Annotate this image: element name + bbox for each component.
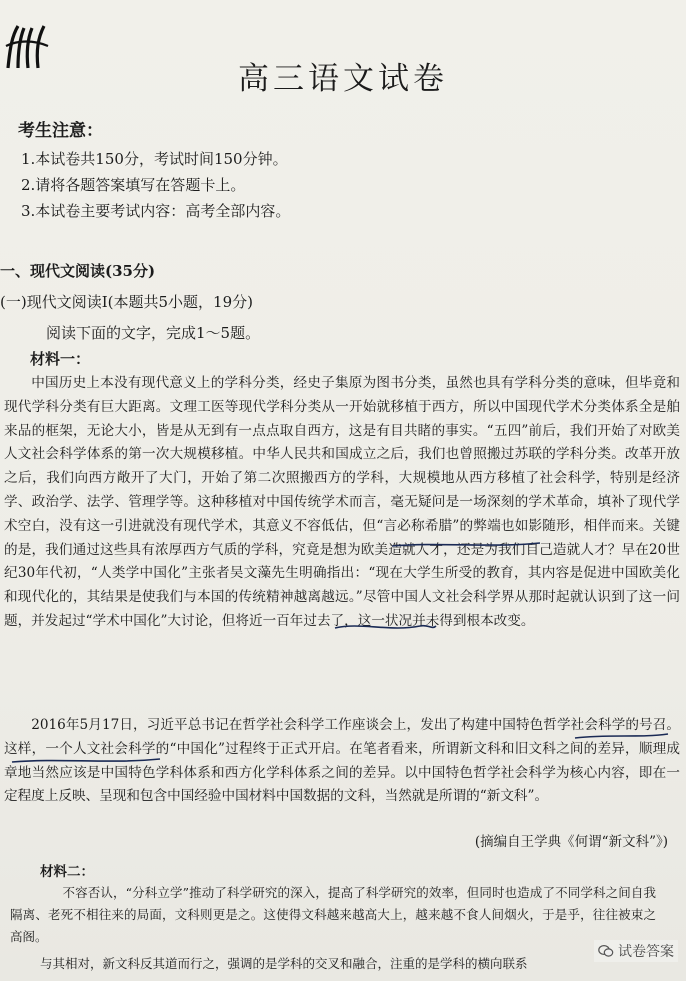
- source-citation: (摘编自王学典《何谓“新文科”》): [474, 834, 668, 850]
- notice-item: 3.本试卷主要考试内容：高考全部内容。: [21, 202, 291, 220]
- paragraph: 2016年5月17日，习近平总书记在哲学社会科学工作座谈会上，发出了构建中国特色哲学社会科学的号召。这样，一个人文社会科学的“中国化”过程终于正式开启。在笔者看来，所谓新文科和旧文科之间的差异，顺理成章地当然应该是中国特色学科体系和西方化学科体系之间的差异。以中国特色哲学社会科学为核心内容，即在一定程度上反映、呈现和包含中国经验中国材料中国数据的文科，当然就是所谓的“新文科”。: [4, 717, 680, 805]
- paragraph: 中国历史上本没有现代意义上的学科分类，经史子集原为图书分类，虽然也具有学科分类的意味，但毕竟和现代学科分类有巨大距离。文理工医等现代学科分类从一开始就移植于西方，所以中国现代学术分类体系全是舶来品的框架，无论大小，皆是从无到有一点点取自西方，这是有目共睹的事实。“五四”前后，我们开始了对欧美人文社会科学体系的第一次大规模移植。中华人民共和国成立之后，我们也曾照搬过苏联的学科分类。改革开放之后，我们向西方敞开了大门，开始了第二次照搬西方的学科，大规模地从西方移植了社会科学，特别是经济学、政治学、法学、管理学等。这种移植对中国传统学术而言，毫无疑问是一场深刻的学术革命，填补了现代学术空白，没有这一引进就没有现代学术，其意义不容低估，但“言必称希腊”的弊端也如影随形，相伴而来。关键的是，我们通过这些具有浓厚西方气质的学科，究竟是想为欧美造就人才，还是为我们自己造就人才？早在20世纪30年代初，“人类学中国化”主张者吴文藻先生明确指出：“现在大学生所受的教育，其内容是促进中国欧美化和现代化的，其结果是使我们与本国的传统精神越离越远。”尽管中国人文社会科学界从那时起就认识到了这一问题，并发起过“学术中国化”大讨论，但将近一百年过去了，这一状况并未得到根本改变。: [4, 375, 680, 629]
- material-label: 材料二：: [40, 864, 94, 880]
- notice-heading: 考生注意：: [18, 121, 103, 141]
- watermark: [594, 940, 678, 962]
- subsection-heading: (一)现代文阅读Ⅰ(本题共5小题，19分): [0, 293, 253, 311]
- instruction-text: 阅读下面的文字，完成1～5题。: [46, 324, 261, 342]
- material-label: 材料一：: [30, 350, 91, 368]
- paragraph: 与其相对，新文科反其道而行之，强调的是学科的交叉和融合，注重的是学科的横向联系: [40, 956, 528, 971]
- notice-item: 2.请将各题答案填写在答题卡上。: [21, 176, 246, 194]
- exam-notice: [18, 118, 290, 224]
- notice-item: 1.本试卷共150分，考试时间150分钟。: [21, 150, 288, 168]
- paragraph: 不容否认，“分科立学”推动了科学研究的深入，提高了科学研究的效率，但同时也造成了不同学科之间自我隔离、老死不相往来的局面，文科则更是之。这使得文科越来越高大上，越来越不食人间烟火，于是乎，往往被束之高阁。: [10, 885, 656, 944]
- wechat-icon: [598, 943, 614, 959]
- watermark-text: 试卷答案: [618, 943, 674, 959]
- section-heading: 一、现代文阅读(35分): [0, 262, 156, 280]
- page-title: 高三语文试卷: [238, 60, 448, 97]
